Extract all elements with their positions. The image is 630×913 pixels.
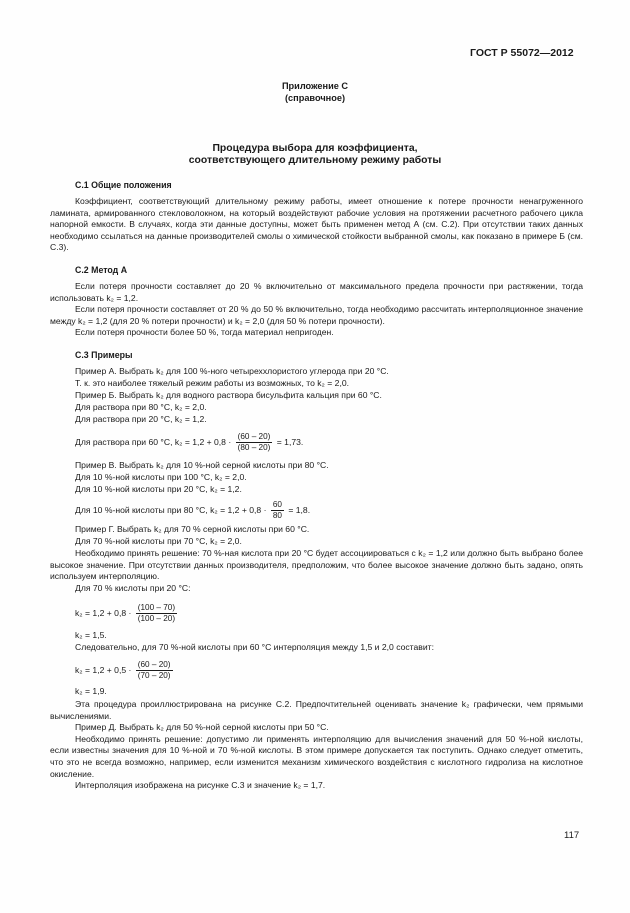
paragraph: Необходимо принять решение: допустимо ли применять интерполяцию для вычисления значений для 50 %-ной кислоты, если известны значения для 10 %-ной и 70 %-ной кислоты. В этом примере допускается так поступить. Однако следует отметить, что это не всегда возможно, например, если изменится механизм химического воздействия с кислотного гидролиза на кислотное окисление.: [50, 733, 583, 779]
denominator: (80 – 20): [237, 443, 271, 452]
c1-paragraph: [50, 196, 583, 254]
appendix-subtitle: (справочное): [284, 93, 345, 103]
heading-c2: С.2 Метод А: [75, 265, 128, 275]
formula-result: = 1,73.: [276, 436, 304, 447]
example-b-line-2: Для раствора при 80 °С, k₂ = 2,0.: [75, 402, 207, 412]
formula-g-2: [75, 660, 175, 681]
formula-prefix: Для 10 %-ной кислоты при 80 °С, k₂ = 1,2 + 0,8 ·: [75, 504, 267, 515]
standard-code: ГОСТ Р 55072—2012: [470, 47, 574, 59]
c2-body: [50, 281, 583, 339]
paragraph: Коэффициент, соответствующий длительному режиму работы, имеет отношение к потере прочности ненагруженного ламината, армированного стекловолокном, на который воздействуют рабочие условия на протяжении расчетного рабочего цикла напорной емкости. В случаях, когда эти данные доступны, может быть применен метод А (см. С.2). При отсутствии таких данных необходимо ссылаться на данные производителей смолы о химической стойкости выбранной смолы, как показано в примере Б (см. С.3).: [50, 196, 583, 253]
denominator: (100 – 20): [137, 614, 176, 623]
example-g-interp: Следовательно, для 70 %-ной кислоты при 60 °С интерполяция между 1,5 и 2,0 составит:: [75, 642, 434, 652]
formula-prefix: Для раствора при 60 °С, k₂ = 1,2 + 0,8 ·: [75, 436, 232, 447]
fraction: [136, 603, 177, 624]
denominator: 80: [272, 511, 282, 520]
heading-c3: С.3 Примеры: [75, 350, 133, 360]
paragraph: Если потеря прочности составляет до 20 % включительно от максимального предела прочности при растяжении, тогда использовать k₂ = 1,2.: [50, 281, 583, 303]
numerator: (60 – 20): [237, 432, 271, 441]
paragraph: Если потеря прочности составляет от 20 % до 50 % включительно, тогда необходимо рассчитать интерполяционное значение между k₂ = 1,2 (для 20 % потери прочности) и k₂ = 2,0 (для 50 % потери прочности).: [50, 304, 583, 326]
paragraph: Если потеря прочности более 50 %, тогда материал непригоден.: [75, 327, 334, 338]
numerator: (100 – 70): [137, 603, 176, 612]
example-v-line-1: Пример В. Выбрать k₂ для 10 %-ной серной кислоты при 80 °С.: [75, 460, 329, 470]
example-g-line-1: Пример Г. Выбрать k₂ для 70 % серной кислоты при 60 °С.: [75, 524, 310, 534]
formula-result: = 1,8.: [288, 504, 311, 515]
result-g-2: k₂ = 1,9.: [75, 686, 107, 696]
paragraph: Необходимо принять решение: 70 %-ная кислота при 20 °С будет ассоциироваться с k₂ = 1,2 или должно быть выбрано более высокое значение. При отсутствии данных производителя, предположим, что более высокое значение должно быть задано, опять используем интерполяцию.: [50, 548, 583, 582]
formula-v: [75, 500, 310, 521]
formula-g-1: [75, 603, 179, 624]
formula-prefix: k₂ = 1,2 + 0,8 ·: [75, 607, 132, 618]
paragraph: Эта процедура проиллюстрирована на рисунке С.2. Предпочтительней оценивать значение k₂ графически, чем прямыми вычислениями.: [50, 699, 583, 721]
section-title-line-1: Процедура выбора для коэффициента,: [212, 143, 418, 154]
example-g-paragraph: [50, 548, 583, 594]
formula-prefix: k₂ = 1,2 + 0,5 ·: [75, 664, 132, 675]
result-g-1: k₂ = 1,5.: [75, 630, 107, 640]
example-b-line-3: Для раствора при 20 °С, k₂ = 1,2.: [75, 414, 207, 424]
example-a-line-1: Пример А. Выбрать k₂ для 100 %-ного четыреххлористого углерода при 20 °С.: [75, 366, 389, 376]
paragraph: Пример Д. Выбрать k₂ для 50 %-ной серной кислоты при 50 °С.: [75, 722, 329, 733]
example-a-line-2: Т. к. это наиболее тяжелый режим работы из возможных, то k₂ = 2,0.: [75, 378, 350, 388]
fraction: [136, 660, 173, 681]
fraction: [271, 500, 284, 521]
numerator: 60: [272, 500, 282, 509]
appendix-title: Приложение С: [281, 81, 349, 91]
example-v-line-2: Для 10 %-ной кислоты при 100 °С, k₂ = 2,0.: [75, 472, 247, 482]
page-number: 117: [564, 830, 580, 841]
section-title-line-2: соответствующего длительному режиму работы: [188, 155, 442, 166]
example-v-line-3: Для 10 %-ной кислоты при 20 °С, k₂ = 1,2.: [75, 484, 242, 494]
fraction: [236, 432, 273, 453]
paragraph: Интерполяция изображена на рисунке С.3 и значение k₂ = 1,7.: [75, 780, 326, 791]
numerator: (60 – 20): [137, 660, 171, 669]
example-g-conclusion: [50, 699, 583, 792]
heading-c1: С.1 Общие положения: [75, 180, 172, 190]
denominator: (70 – 20): [137, 671, 171, 680]
formula-b: [75, 432, 303, 453]
example-b-line-1: Пример Б. Выбрать k₂ для водного раствора бисульфита кальция при 60 °С.: [75, 390, 382, 400]
example-g-line-2: Для 70 %-ной кислоты при 70 °С, k₂ = 2,0.: [75, 536, 242, 546]
paragraph: Для 70 % кислоты при 20 °С:: [75, 582, 191, 593]
